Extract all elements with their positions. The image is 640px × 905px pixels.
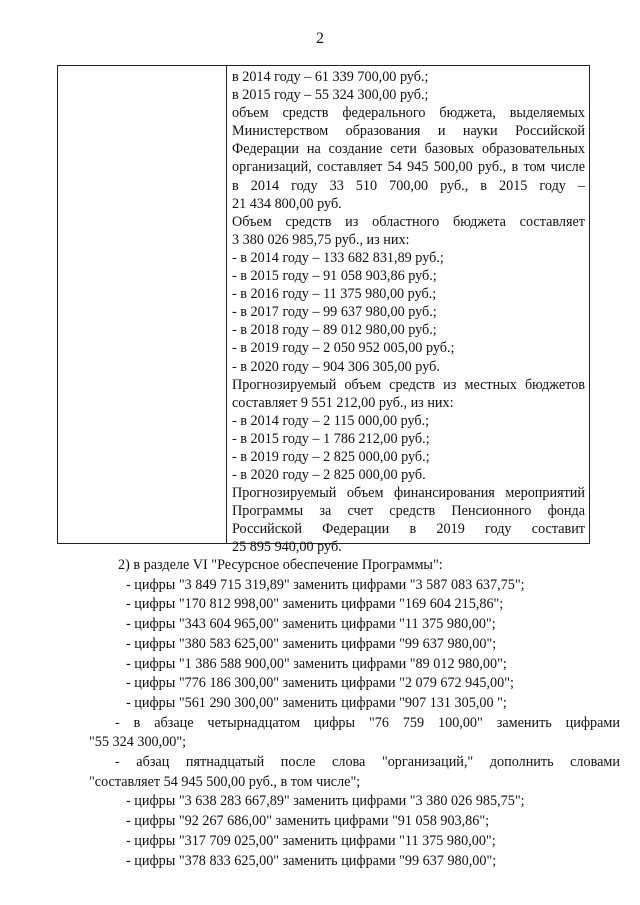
cell-line: - в 2014 году – 2 115 000,00 руб.; [232,412,430,429]
cell-line: Российской Федерации в 2019 году составит [232,521,585,538]
amendment-line: - цифры "170 812 998,00" заменить цифрами "169 604 215,86"; [126,596,504,613]
table-right-cell [226,68,589,557]
cell-line: - в 2015 году – 1 786 212,00 руб.; [232,430,430,447]
cell-line: Федерации на создание сети базовых образовательных [232,141,585,158]
cell-line: - в 2020 году – 2 825 000,00 руб. [232,467,426,484]
cell-line: Министерством образования и науки Российской [232,123,585,140]
cell-line: 21 434 800,00 руб. [232,195,342,212]
amendment-line: - цифры "317 709 025,00" заменить цифрами "11 375 980,00"; [126,832,496,849]
table-left-cell [58,66,227,543]
amendment-line: - цифры "3 849 715 319,89" заменить цифрами "3 587 083 637,75"; [126,576,525,593]
amendment-line: "55 324 300,00"; [89,734,187,751]
cell-line: 25 895 940,00 руб. [232,539,342,556]
amendment-line: - цифры "3 638 283 667,89" заменить цифрами "3 380 026 985,75"; [126,793,525,810]
cell-line: - в 2020 году – 904 306 305,00 руб. [232,358,440,375]
amendment-line: - в абзаце четырнадцатом цифры "76 759 100,00" заменить цифрами [115,714,620,731]
cell-line: - в 2015 году – 91 058 903,86 руб.; [232,268,437,285]
cell-line: составляет 9 551 212,00 руб., из них: [232,394,454,411]
cell-line: Объем средств из областного бюджета составляет [232,213,585,230]
cell-line: - в 2016 году – 11 375 980,00 руб.; [232,286,437,303]
cell-line: в 2014 году 33 510 700,00 руб., в 2015 году – [232,177,585,194]
amendment-line: - цифры "378 833 625,00" заменить цифрами "99 637 980,00"; [126,852,497,869]
amendment-line: - цифры "1 386 588 900,00" заменить цифрами "89 012 980,00"; [126,655,507,672]
amendment-line: - цифры "776 186 300,00" заменить цифрами "2 079 672 945,00"; [126,675,514,692]
funding-table [57,65,590,556]
amendments-text [89,556,620,871]
cell-line: - в 2017 году – 99 637 980,00 руб.; [232,304,437,321]
cell-line: - в 2019 году – 2 050 952 005,00 руб.; [232,340,455,357]
amendment-line: - цифры "343 604 965,00" заменить цифрами "11 375 980,00"; [126,616,496,633]
cell-line: в 2014 году – 61 339 700,00 руб.; [232,69,429,85]
cell-line: - в 2014 году – 133 682 831,89 руб.; [232,249,444,266]
cell-line: объем средств федерального бюджета, выделяемых [232,105,585,122]
cell-line: - в 2019 году – 2 825 000,00 руб.; [232,448,430,465]
amendment-line: "составляет 54 945 500,00 руб., в том числе"; [89,773,361,790]
cell-line: Программы за счет средств Пенсионного фонда [232,503,585,520]
cell-line: Прогнозируемый объем средств из местных бюджетов [232,376,585,393]
amendment-line: - цифры "92 267 686,00" заменить цифрами "91 058 903,86"; [126,813,490,830]
amendment-line: - цифры "561 290 300,00" заменить цифрами "907 131 305,00 "; [126,694,507,711]
cell-line: 3 380 026 985,75 руб., из них: [232,231,410,248]
cell-line: Прогнозируемый объем финансирования мероприятий [232,485,585,502]
section-heading: 2) в разделе VI "Ресурсное обеспечение Программы": [118,557,443,573]
page-number: 2 [316,30,324,47]
cell-line: в 2015 году – 55 324 300,00 руб.; [232,87,429,104]
amendment-line: - цифры "380 583 625,00" заменить цифрами "99 637 980,00"; [126,635,497,652]
amendment-line: - абзац пятнадцатый после слова "организаций," дополнить словами [115,754,620,771]
cell-line: организаций, составляет 54 945 500,00 руб., в том числе [232,159,585,176]
cell-line: - в 2018 году – 89 012 980,00 руб.; [232,322,437,339]
